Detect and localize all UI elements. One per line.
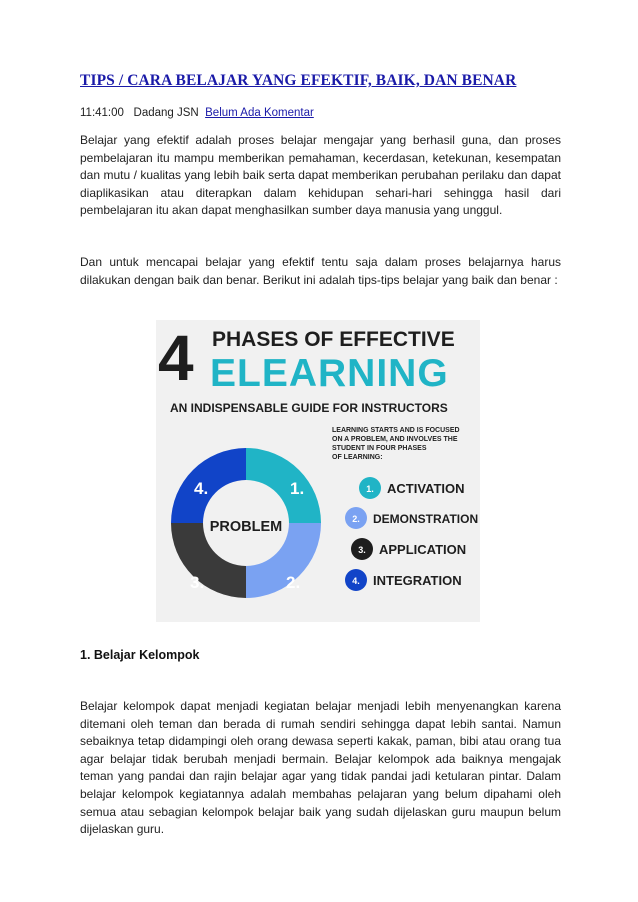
phase-1-number: 1. — [366, 484, 374, 494]
phase-1-label: ACTIVATION — [387, 481, 465, 496]
phase-2-number: 2. — [352, 514, 360, 524]
infographic-title-line2: ELEARNING — [210, 352, 449, 395]
section-paragraph: Belajar kelompok dapat menjadi kegiatan belajar menjadi lebih menyenangkan karena ditemani oleh teman dan berada di rumah sendiri sehingga dapat lebih santai. Namun sebaiknya tetap didampingi oleh orang dewasa seperti kakak, paman, bibi atau orang tua agar belajar tidak berubah menjadi bermain. Belajar kelompok ada baiknya mengajak teman yang pandai dan rajin belajar agar yang tidak pandai jadi ketularan pintar. Dalam belajar kelompok kegiatannya adalah membahas pelajaran yang belum dipahami oleh semua atau sebagian kelompok belajar baik yang sudah dijelaskan guru maupun belum dijelaskan guru. — [80, 699, 561, 837]
tips-intro-paragraph: Dan untuk mencapai belajar yang efektif tentu saja dalam proses belajarnya harus dilakukan dengan baik dan benar. Berikut ini adalah tips-tips belajar yang baik dan benar : — [80, 255, 561, 287]
intro-line: OF LEARNING: — [332, 454, 383, 461]
intro-line: LEARNING STARTS AND IS FOCUSED — [332, 427, 460, 434]
section-heading: 1. Belajar Kelompok — [80, 648, 200, 662]
quadrant-1-number: 1. — [290, 479, 305, 498]
intro-line: STUDENT IN FOUR PHASES — [332, 445, 427, 452]
intro-paragraph: Belajar yang efektif adalah proses belajar mengajar yang berhasil guna, dan proses pembelajaran itu mampu memberikan pemahaman, kecerdasan, ketekunan, kesempatan dan mutu / kualitas yang lebih baik serta dapat memberikan perubahan perilaku dan dapat diaplikasikan atau diterapkan dalam kehidupan sehari-hari sehingga hasil dari pembelajaran itu akan dapat menghasilkan sumber daya manusia yang unggul. — [80, 133, 561, 218]
phase-3-label: APPLICATION — [379, 542, 467, 557]
article-meta — [80, 107, 314, 119]
post-author: Dadang JSN — [133, 107, 199, 119]
big-number-four: 4 — [158, 322, 194, 394]
phase-4-label: INTEGRATION — [373, 573, 462, 588]
quadrant-2-number: 2. — [286, 573, 301, 592]
comments-link[interactable]: Belum Ada Komentar — [205, 107, 314, 119]
article-title: TIPS / CARA BELAJAR YANG EFEKTIF, BAIK, DAN BENAR — [80, 72, 517, 89]
quadrant-3-number: 3. — [190, 573, 205, 592]
elearning-infographic — [156, 320, 480, 622]
post-time: 11:41:00 — [80, 107, 124, 119]
infographic-subtitle: AN INDISPENSABLE GUIDE FOR INSTRUCTORS — [170, 401, 448, 415]
center-label-problem: PROBLEM — [209, 519, 283, 535]
phase-4-number: 4. — [352, 576, 360, 586]
infographic-graphic — [156, 320, 480, 622]
quadrant-4-number: 4. — [194, 479, 209, 498]
phase-3-number: 3. — [358, 545, 366, 555]
infographic-title-line1: PHASES OF EFFECTIVE — [212, 328, 455, 351]
phase-2-label: DEMONSTRATION — [373, 512, 479, 526]
intro-line: ON A PROBLEM, AND INVOLVES THE — [332, 436, 458, 443]
